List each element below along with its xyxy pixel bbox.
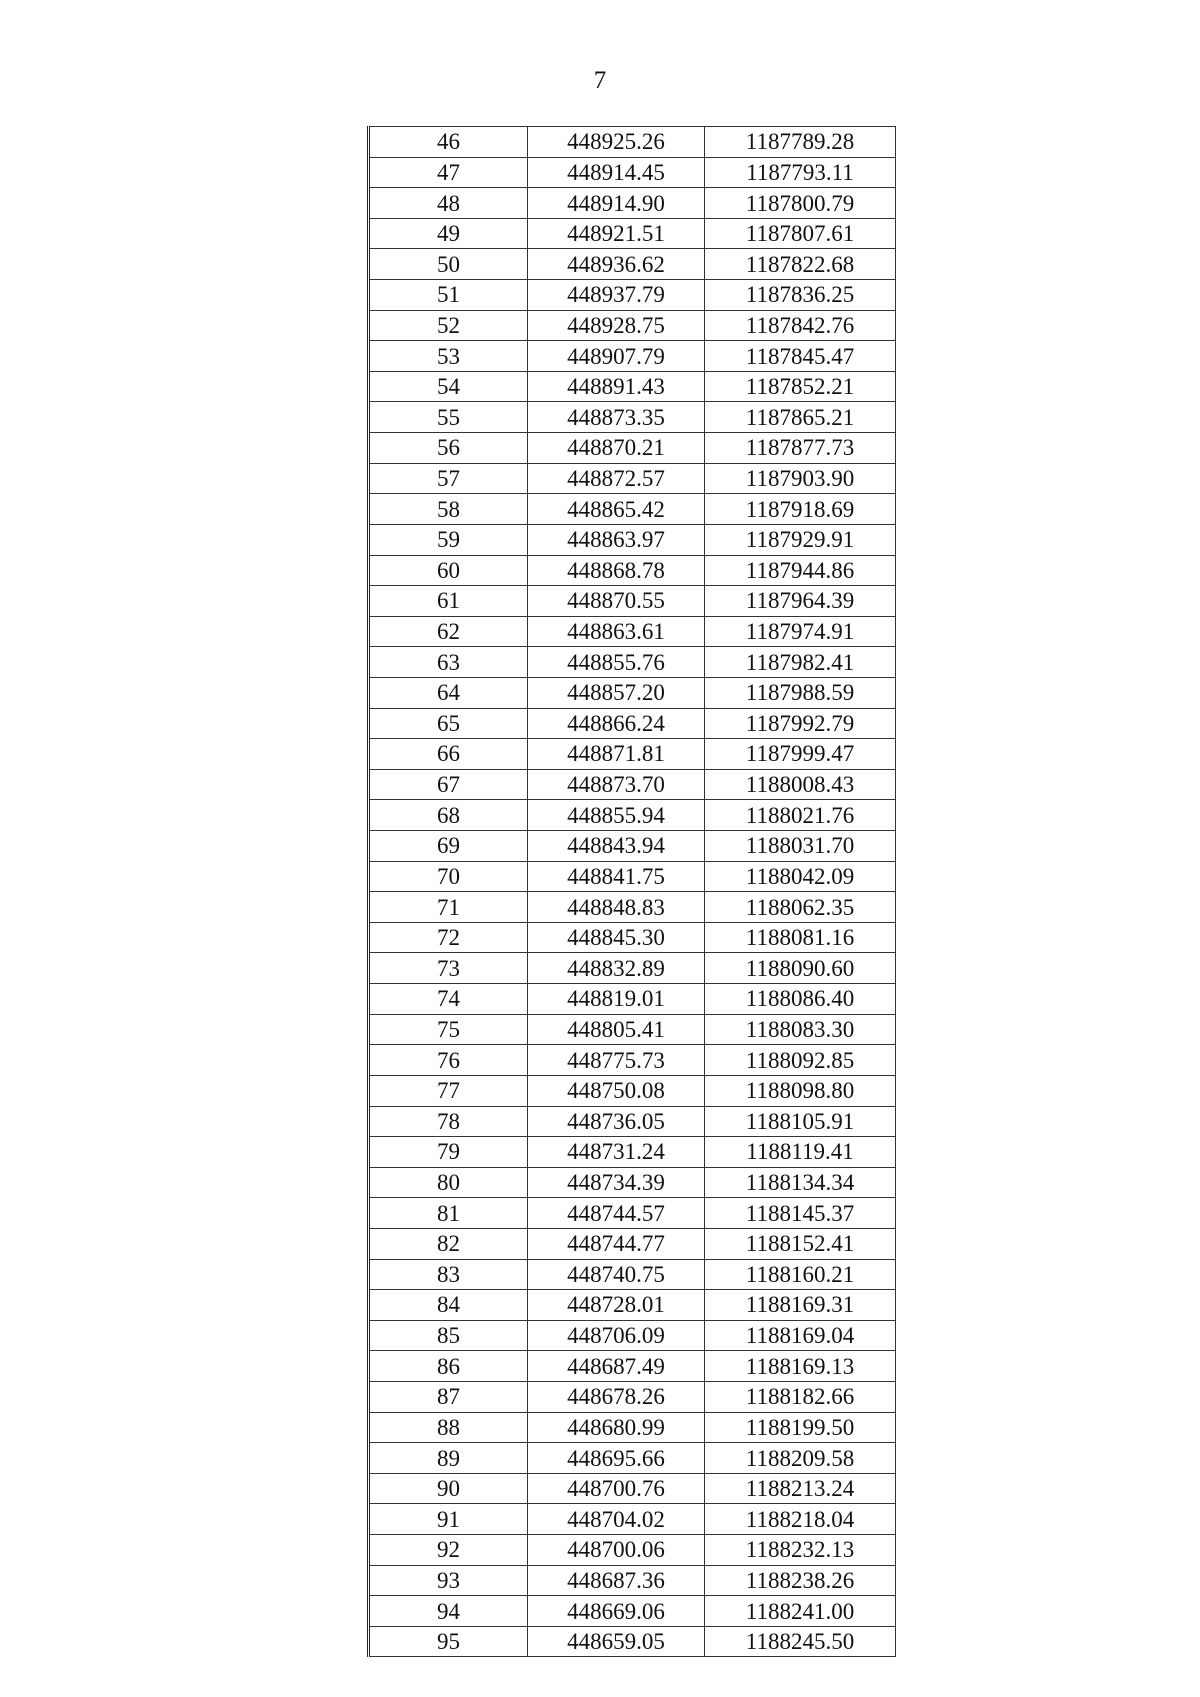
x-coordinate-cell: 448700.06	[528, 1535, 705, 1566]
point-number-cell: 93	[369, 1565, 528, 1596]
x-coordinate-cell: 448863.61	[528, 616, 705, 647]
y-coordinate-cell: 1188209.58	[705, 1443, 896, 1474]
table-row	[369, 1443, 896, 1474]
table-row	[369, 463, 896, 494]
x-coordinate-cell: 448731.24	[528, 1137, 705, 1168]
y-coordinate-cell: 1187964.39	[705, 586, 896, 617]
y-coordinate-cell: 1187807.61	[705, 218, 896, 249]
y-coordinate-cell: 1188160.21	[705, 1259, 896, 1290]
y-coordinate-cell: 1187999.47	[705, 739, 896, 770]
point-number-cell: 65	[369, 708, 528, 739]
x-coordinate-cell: 448871.81	[528, 739, 705, 770]
point-number-cell: 80	[369, 1167, 528, 1198]
x-coordinate-cell: 448704.02	[528, 1504, 705, 1535]
point-number-cell: 78	[369, 1106, 528, 1137]
y-coordinate-cell: 1187789.28	[705, 127, 896, 158]
table-row	[369, 157, 896, 188]
y-coordinate-cell: 1188169.04	[705, 1320, 896, 1351]
y-coordinate-cell: 1188169.13	[705, 1351, 896, 1382]
y-coordinate-cell: 1187793.11	[705, 157, 896, 188]
point-number-cell: 67	[369, 769, 528, 800]
y-coordinate-cell: 1188031.70	[705, 831, 896, 862]
x-coordinate-cell: 448848.83	[528, 892, 705, 923]
table-row	[369, 249, 896, 280]
table-row	[369, 1504, 896, 1535]
y-coordinate-cell: 1188199.50	[705, 1412, 896, 1443]
x-coordinate-cell: 448687.49	[528, 1351, 705, 1382]
x-coordinate-cell: 448750.08	[528, 1075, 705, 1106]
y-coordinate-cell: 1187842.76	[705, 310, 896, 341]
table-row	[369, 218, 896, 249]
table-row	[369, 1198, 896, 1229]
y-coordinate-cell: 1187988.59	[705, 677, 896, 708]
point-number-cell: 66	[369, 739, 528, 770]
x-coordinate-cell: 448865.42	[528, 494, 705, 525]
y-coordinate-cell: 1187944.86	[705, 555, 896, 586]
x-coordinate-cell: 448914.45	[528, 157, 705, 188]
x-coordinate-cell: 448857.20	[528, 677, 705, 708]
y-coordinate-cell: 1188098.80	[705, 1075, 896, 1106]
table-row	[369, 616, 896, 647]
point-number-cell: 76	[369, 1045, 528, 1076]
x-coordinate-cell: 448734.39	[528, 1167, 705, 1198]
point-number-cell: 49	[369, 218, 528, 249]
point-number-cell: 63	[369, 647, 528, 678]
y-coordinate-cell: 1188218.04	[705, 1504, 896, 1535]
y-coordinate-cell: 1187918.69	[705, 494, 896, 525]
point-number-cell: 77	[369, 1075, 528, 1106]
point-number-cell: 88	[369, 1412, 528, 1443]
x-coordinate-cell: 448659.05	[528, 1626, 705, 1657]
y-coordinate-cell: 1187929.91	[705, 524, 896, 555]
x-coordinate-cell: 448728.01	[528, 1290, 705, 1321]
table-row	[369, 310, 896, 341]
y-coordinate-cell: 1187877.73	[705, 433, 896, 464]
y-coordinate-cell: 1188092.85	[705, 1045, 896, 1076]
point-number-cell: 53	[369, 341, 528, 372]
point-number-cell: 85	[369, 1320, 528, 1351]
x-coordinate-cell: 448832.89	[528, 953, 705, 984]
coordinate-table	[367, 126, 896, 1657]
y-coordinate-cell: 1187822.68	[705, 249, 896, 280]
y-coordinate-cell: 1188134.34	[705, 1167, 896, 1198]
point-number-cell: 46	[369, 127, 528, 158]
table-row	[369, 1290, 896, 1321]
x-coordinate-cell: 448863.97	[528, 524, 705, 555]
table-row	[369, 708, 896, 739]
x-coordinate-cell: 448669.06	[528, 1596, 705, 1627]
y-coordinate-cell: 1187974.91	[705, 616, 896, 647]
table-row	[369, 555, 896, 586]
x-coordinate-cell: 448700.76	[528, 1473, 705, 1504]
x-coordinate-cell: 448843.94	[528, 831, 705, 862]
y-coordinate-cell: 1188169.31	[705, 1290, 896, 1321]
point-number-cell: 95	[369, 1626, 528, 1657]
x-coordinate-cell: 448805.41	[528, 1014, 705, 1045]
point-number-cell: 73	[369, 953, 528, 984]
table-row	[369, 1351, 896, 1382]
point-number-cell: 72	[369, 922, 528, 953]
x-coordinate-cell: 448925.26	[528, 127, 705, 158]
point-number-cell: 71	[369, 892, 528, 923]
point-number-cell: 47	[369, 157, 528, 188]
x-coordinate-cell: 448873.70	[528, 769, 705, 800]
x-coordinate-cell: 448680.99	[528, 1412, 705, 1443]
point-number-cell: 52	[369, 310, 528, 341]
x-coordinate-cell: 448870.21	[528, 433, 705, 464]
point-number-cell: 84	[369, 1290, 528, 1321]
x-coordinate-cell: 448744.57	[528, 1198, 705, 1229]
x-coordinate-cell: 448866.24	[528, 708, 705, 739]
y-coordinate-cell: 1188090.60	[705, 953, 896, 984]
point-number-cell: 48	[369, 188, 528, 219]
x-coordinate-cell: 448891.43	[528, 371, 705, 402]
point-number-cell: 92	[369, 1535, 528, 1566]
table-row	[369, 371, 896, 402]
point-number-cell: 56	[369, 433, 528, 464]
y-coordinate-cell: 1188232.13	[705, 1535, 896, 1566]
table-row	[369, 739, 896, 770]
x-coordinate-cell: 448873.35	[528, 402, 705, 433]
page-number: 7	[593, 67, 607, 94]
table-row	[369, 984, 896, 1015]
table-row	[369, 402, 896, 433]
table-row	[369, 831, 896, 862]
y-coordinate-cell: 1188086.40	[705, 984, 896, 1015]
table-row	[369, 769, 896, 800]
point-number-cell: 82	[369, 1228, 528, 1259]
x-coordinate-cell: 448914.90	[528, 188, 705, 219]
point-number-cell: 58	[369, 494, 528, 525]
x-coordinate-cell: 448936.62	[528, 249, 705, 280]
point-number-cell: 69	[369, 831, 528, 862]
x-coordinate-cell: 448740.75	[528, 1259, 705, 1290]
point-number-cell: 79	[369, 1137, 528, 1168]
y-coordinate-cell: 1187865.21	[705, 402, 896, 433]
table-row	[369, 1320, 896, 1351]
point-number-cell: 87	[369, 1381, 528, 1412]
point-number-cell: 70	[369, 861, 528, 892]
x-coordinate-cell: 448907.79	[528, 341, 705, 372]
y-coordinate-cell: 1188182.66	[705, 1381, 896, 1412]
coordinate-table-body	[369, 127, 896, 1657]
table-row	[369, 1014, 896, 1045]
table-row	[369, 1045, 896, 1076]
y-coordinate-cell: 1188081.16	[705, 922, 896, 953]
y-coordinate-cell: 1188245.50	[705, 1626, 896, 1657]
y-coordinate-cell: 1188238.26	[705, 1565, 896, 1596]
y-coordinate-cell: 1188062.35	[705, 892, 896, 923]
table-row	[369, 647, 896, 678]
point-number-cell: 90	[369, 1473, 528, 1504]
table-row	[369, 433, 896, 464]
point-number-cell: 81	[369, 1198, 528, 1229]
y-coordinate-cell: 1187982.41	[705, 647, 896, 678]
table-row	[369, 1596, 896, 1627]
point-number-cell: 61	[369, 586, 528, 617]
table-row	[369, 1259, 896, 1290]
y-coordinate-cell: 1187845.47	[705, 341, 896, 372]
x-coordinate-cell: 448868.78	[528, 555, 705, 586]
x-coordinate-cell: 448819.01	[528, 984, 705, 1015]
point-number-cell: 59	[369, 524, 528, 555]
x-coordinate-cell: 448744.77	[528, 1228, 705, 1259]
table-row	[369, 892, 896, 923]
x-coordinate-cell: 448695.66	[528, 1443, 705, 1474]
point-number-cell: 68	[369, 800, 528, 831]
x-coordinate-cell: 448855.76	[528, 647, 705, 678]
table-row	[369, 1228, 896, 1259]
y-coordinate-cell: 1188105.91	[705, 1106, 896, 1137]
y-coordinate-cell: 1188213.24	[705, 1473, 896, 1504]
table-row	[369, 494, 896, 525]
y-coordinate-cell: 1188021.76	[705, 800, 896, 831]
y-coordinate-cell: 1188145.37	[705, 1198, 896, 1229]
x-coordinate-cell: 448872.57	[528, 463, 705, 494]
table-row	[369, 1626, 896, 1657]
point-number-cell: 60	[369, 555, 528, 586]
table-row	[369, 188, 896, 219]
x-coordinate-cell: 448937.79	[528, 280, 705, 311]
x-coordinate-cell: 448928.75	[528, 310, 705, 341]
x-coordinate-cell: 448706.09	[528, 1320, 705, 1351]
y-coordinate-cell: 1188083.30	[705, 1014, 896, 1045]
y-coordinate-cell: 1188241.00	[705, 1596, 896, 1627]
point-number-cell: 74	[369, 984, 528, 1015]
point-number-cell: 94	[369, 1596, 528, 1627]
x-coordinate-cell: 448775.73	[528, 1045, 705, 1076]
point-number-cell: 86	[369, 1351, 528, 1382]
table-row	[369, 922, 896, 953]
x-coordinate-cell: 448687.36	[528, 1565, 705, 1596]
point-number-cell: 50	[369, 249, 528, 280]
x-coordinate-cell: 448736.05	[528, 1106, 705, 1137]
y-coordinate-cell: 1188042.09	[705, 861, 896, 892]
point-number-cell: 51	[369, 280, 528, 311]
y-coordinate-cell: 1188152.41	[705, 1228, 896, 1259]
point-number-cell: 62	[369, 616, 528, 647]
point-number-cell: 91	[369, 1504, 528, 1535]
point-number-cell: 83	[369, 1259, 528, 1290]
table-row	[369, 1412, 896, 1443]
y-coordinate-cell: 1187903.90	[705, 463, 896, 494]
y-coordinate-cell: 1188008.43	[705, 769, 896, 800]
point-number-cell: 55	[369, 402, 528, 433]
x-coordinate-cell: 448855.94	[528, 800, 705, 831]
table-row	[369, 280, 896, 311]
table-row	[369, 1167, 896, 1198]
y-coordinate-cell: 1188119.41	[705, 1137, 896, 1168]
table-row	[369, 1137, 896, 1168]
y-coordinate-cell: 1187992.79	[705, 708, 896, 739]
table-row	[369, 800, 896, 831]
x-coordinate-cell: 448870.55	[528, 586, 705, 617]
table-row	[369, 1535, 896, 1566]
point-number-cell: 54	[369, 371, 528, 402]
table-row	[369, 1381, 896, 1412]
table-row	[369, 861, 896, 892]
y-coordinate-cell: 1187800.79	[705, 188, 896, 219]
table-row	[369, 1473, 896, 1504]
table-row	[369, 127, 896, 158]
y-coordinate-cell: 1187836.25	[705, 280, 896, 311]
table-row	[369, 1106, 896, 1137]
table-row	[369, 953, 896, 984]
y-coordinate-cell: 1187852.21	[705, 371, 896, 402]
point-number-cell: 57	[369, 463, 528, 494]
table-row	[369, 524, 896, 555]
point-number-cell: 89	[369, 1443, 528, 1474]
point-number-cell: 75	[369, 1014, 528, 1045]
point-number-cell: 64	[369, 677, 528, 708]
table-row	[369, 586, 896, 617]
x-coordinate-cell: 448841.75	[528, 861, 705, 892]
table-row	[369, 1565, 896, 1596]
table-row	[369, 341, 896, 372]
table-row	[369, 1075, 896, 1106]
x-coordinate-cell: 448678.26	[528, 1381, 705, 1412]
x-coordinate-cell: 448845.30	[528, 922, 705, 953]
table-row	[369, 677, 896, 708]
x-coordinate-cell: 448921.51	[528, 218, 705, 249]
